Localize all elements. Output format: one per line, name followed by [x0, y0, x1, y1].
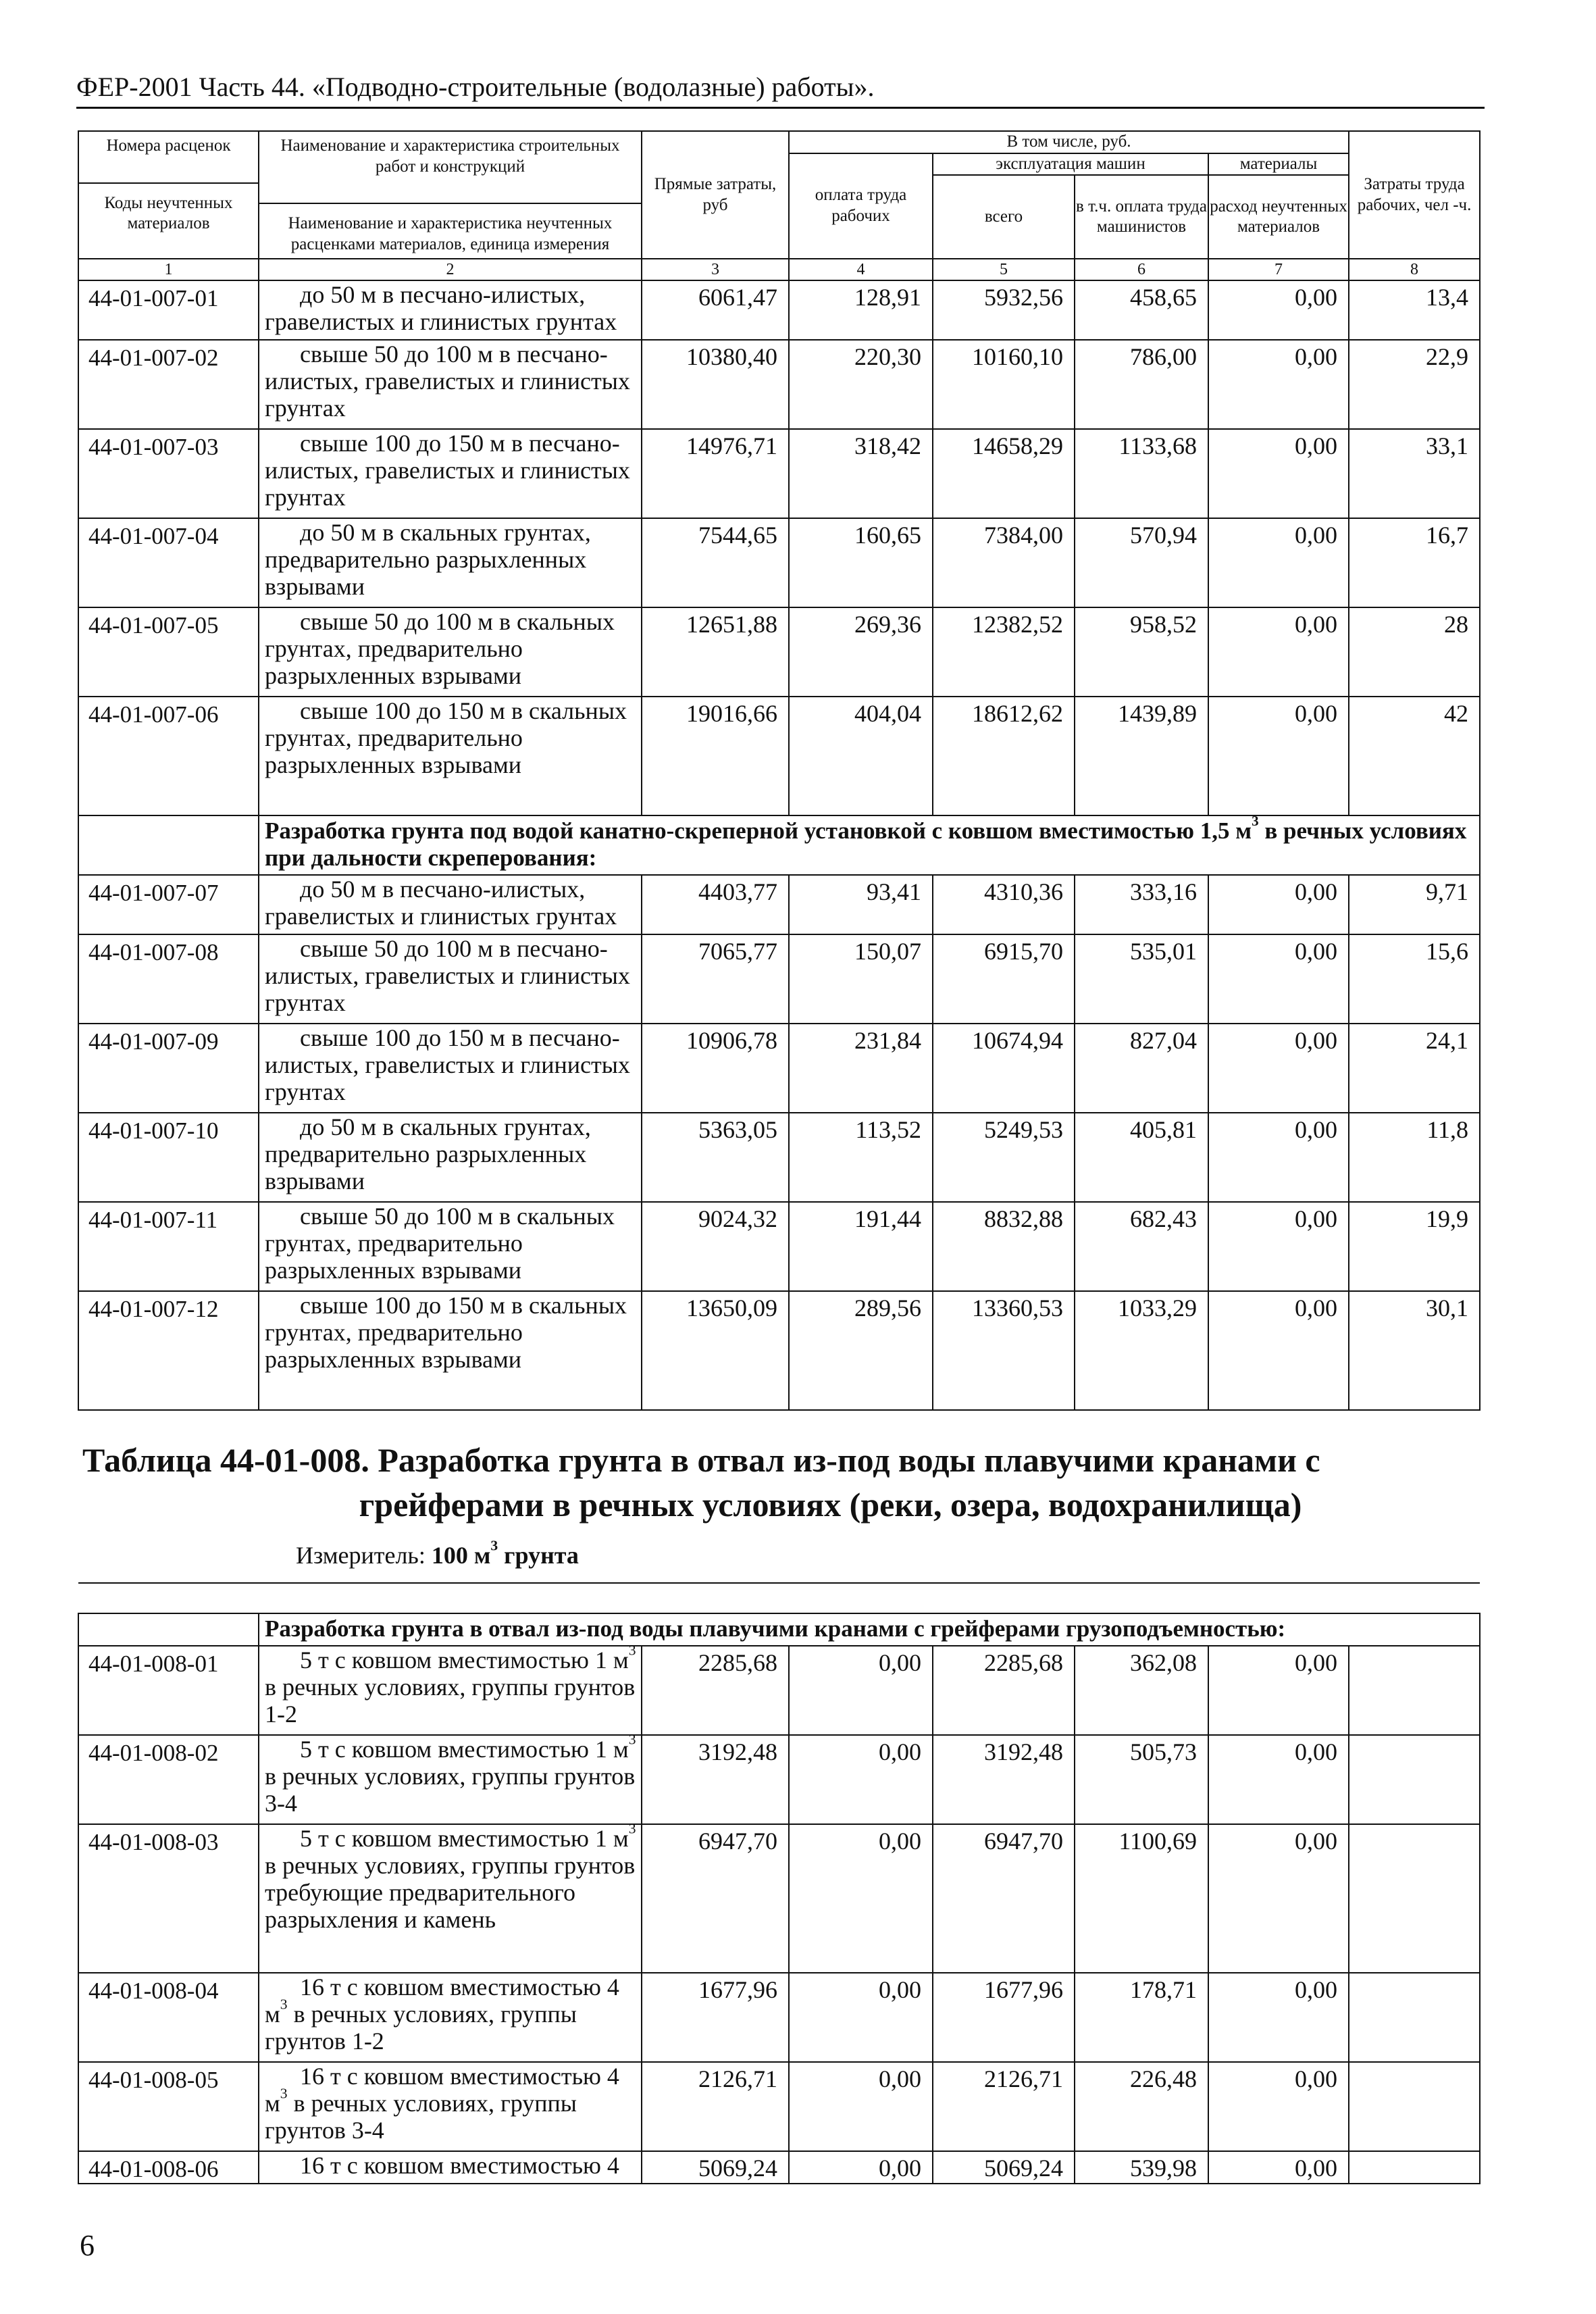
- row-material-cost: 0,00: [1208, 429, 1349, 518]
- row-labor-cost: 160,65: [789, 518, 933, 607]
- row-labor-cost: 220,30: [789, 340, 933, 429]
- row-labor-hours: 19,9: [1349, 1202, 1480, 1291]
- col-number: 8: [1349, 259, 1480, 280]
- row-code: 44-01-007-07: [78, 875, 259, 934]
- row-machine-labor-cost: 1439,89: [1075, 697, 1208, 815]
- row-labor-cost: 191,44: [789, 1202, 933, 1291]
- row-machine-labor-cost: 333,16: [1075, 875, 1208, 934]
- row-labor-cost: 93,41: [789, 875, 933, 934]
- col-labor-header: оплата труда рабочих: [789, 153, 933, 259]
- table-row: [78, 1024, 1480, 1113]
- row-machine-cost: 8832,88: [933, 1202, 1075, 1291]
- row-material-cost: 0,00: [1208, 1291, 1349, 1410]
- table-row: [78, 1824, 1480, 1973]
- row-material-cost: 0,00: [1208, 1202, 1349, 1291]
- col-number: 1: [78, 259, 259, 280]
- row-labor-cost: 113,52: [789, 1113, 933, 1202]
- row-direct-cost: 7065,77: [642, 934, 789, 1024]
- row-direct-cost: 9024,32: [642, 1202, 789, 1291]
- row-direct-cost: 1677,96: [642, 1973, 789, 2062]
- row-code: 44-01-007-10: [78, 1113, 259, 1202]
- row-description: свыше 50 до 100 м в песчано-илистых, гравелистых и глинистых грунтах: [259, 340, 642, 429]
- row-code: 44-01-007-11: [78, 1202, 259, 1291]
- col-materials-sub-header: расход неучтенных материалов: [1208, 175, 1349, 259]
- row-labor-hours: [1349, 1973, 1480, 2062]
- row-code: 44-01-008-03: [78, 1824, 259, 1973]
- table-row: [78, 429, 1480, 518]
- row-labor-hours: [1349, 1824, 1480, 1973]
- table-row: [78, 280, 1480, 340]
- row-direct-cost: 19016,66: [642, 697, 789, 815]
- table-title-block: [78, 1410, 1480, 1583]
- row-material-cost: 0,00: [1208, 2062, 1349, 2151]
- col-code-header: Номера расценок Коды неучтенных материалов: [78, 131, 259, 259]
- table-row: [78, 1202, 1480, 1291]
- page-header: ФЕР-2001 Часть 44. «Подводно-строительные (водолазные) работы».: [76, 72, 875, 102]
- table-row: [78, 1646, 1480, 1735]
- header-rule: [76, 107, 1485, 109]
- table-row: [78, 518, 1480, 607]
- col-number: 7: [1208, 259, 1349, 280]
- row-direct-cost: 5363,05: [642, 1113, 789, 1202]
- row-direct-cost: 6061,47: [642, 280, 789, 340]
- row-material-cost: 0,00: [1208, 1024, 1349, 1113]
- row-material-cost: 0,00: [1208, 518, 1349, 607]
- row-machine-cost: 2285,68: [933, 1646, 1075, 1735]
- row-labor-hours: 42: [1349, 697, 1480, 815]
- row-labor-cost: 231,84: [789, 1024, 933, 1113]
- table-row: [78, 875, 1480, 934]
- row-labor-hours: 22,9: [1349, 340, 1480, 429]
- row-description: свыше 100 до 150 м в скальных грунтах, предварительно разрыхленных взрывами: [259, 1291, 642, 1410]
- row-material-cost: 0,00: [1208, 875, 1349, 934]
- row-machine-labor-cost: 958,52: [1075, 607, 1208, 697]
- row-machine-labor-cost: 178,71: [1075, 1973, 1208, 2062]
- table-row: [78, 1291, 1480, 1410]
- row-machine-cost: 5932,56: [933, 280, 1075, 340]
- row-description: свыше 100 до 150 м в песчано-илистых, гравелистых и глинистых грунтах: [259, 429, 642, 518]
- col-machines-total-header: всего: [933, 175, 1075, 259]
- row-code: 44-01-007-12: [78, 1291, 259, 1410]
- row-direct-cost: 3192,48: [642, 1735, 789, 1824]
- section-spacer: [78, 1613, 259, 1646]
- row-description: 5 т с ковшом вместимостью 1 $м^3$ в речных условиях, группы грунтов 1-2: [259, 1646, 642, 1735]
- col-machines-labor-header: в т.ч. оплата труда машинистов: [1075, 175, 1208, 259]
- row-machine-cost: 5069,24: [933, 2151, 1075, 2184]
- row-labor-cost: 128,91: [789, 280, 933, 340]
- row-machine-cost: 14658,29: [933, 429, 1075, 518]
- row-direct-cost: 13650,09: [642, 1291, 789, 1410]
- table-row: [78, 1113, 1480, 1202]
- row-labor-hours: [1349, 1646, 1480, 1735]
- row-code: 44-01-007-03: [78, 429, 259, 518]
- row-description: свыше 50 до 100 м в песчано-илистых, гравелистых и глинистых грунтах: [259, 934, 642, 1024]
- row-machine-cost: 18612,62: [933, 697, 1075, 815]
- row-machine-labor-cost: 570,94: [1075, 518, 1208, 607]
- row-code: 44-01-007-05: [78, 607, 259, 697]
- row-code: 44-01-008-05: [78, 2062, 259, 2151]
- row-direct-cost: 14976,71: [642, 429, 789, 518]
- row-machine-labor-cost: 226,48: [1075, 2062, 1208, 2151]
- row-labor-cost: 0,00: [789, 1646, 933, 1735]
- row-direct-cost: 12651,88: [642, 607, 789, 697]
- row-machine-cost: 10160,10: [933, 340, 1075, 429]
- row-code: 44-01-007-08: [78, 934, 259, 1024]
- row-material-cost: 0,00: [1208, 1973, 1349, 2062]
- row-labor-hours: 11,8: [1349, 1113, 1480, 1202]
- row-labor-hours: 9,71: [1349, 875, 1480, 934]
- row-labor-cost: 289,56: [789, 1291, 933, 1410]
- price-table-008: [78, 1613, 1481, 2184]
- row-machine-cost: 4310,36: [933, 875, 1075, 934]
- row-labor-hours: [1349, 1735, 1480, 1824]
- row-code: 44-01-007-09: [78, 1024, 259, 1113]
- row-description: свыше 100 до 150 м в песчано-илистых, гравелистых и глинистых грунтах: [259, 1024, 642, 1113]
- section-row: [78, 815, 1480, 875]
- col-workers-header: Затраты труда рабочих, чел -ч.: [1349, 131, 1480, 259]
- row-machine-labor-cost: 458,65: [1075, 280, 1208, 340]
- row-description: до 50 м в песчано-илистых, гравелистых и глинистых грунтах: [259, 875, 642, 934]
- row-material-cost: 0,00: [1208, 340, 1349, 429]
- row-code: 44-01-007-02: [78, 340, 259, 429]
- col-name-header: Наименование и характеристика строительных работ и конструкций Наименование и характеристика неучтенных расценками материалов, единица измерения: [259, 131, 642, 259]
- row-material-cost: 0,00: [1208, 697, 1349, 815]
- row-description: свыше 50 до 100 м в скальных грунтах, предварительно разрыхленных взрывами: [259, 1202, 642, 1291]
- row-direct-cost: 2126,71: [642, 2062, 789, 2151]
- table-title: Таблица 44-01-008. Разработка грунта в отвал из-под воды плавучими кранами с грейферами в речных условиях (реки, озера, водохранилища): [82, 1441, 1320, 1524]
- table-row: [78, 697, 1480, 815]
- title-row: [78, 1410, 1480, 1583]
- table-row: [78, 340, 1480, 429]
- row-direct-cost: 7544,65: [642, 518, 789, 607]
- row-direct-cost: 10380,40: [642, 340, 789, 429]
- col-number: 3: [642, 259, 789, 280]
- table-row: [78, 607, 1480, 697]
- row-direct-cost: 2285,68: [642, 1646, 789, 1735]
- section-spacer: [78, 815, 259, 875]
- row-material-cost: 0,00: [1208, 1735, 1349, 1824]
- row-description: свыше 50 до 100 м в скальных грунтах, предварительно разрыхленных взрывами: [259, 607, 642, 697]
- row-machine-labor-cost: 1100,69: [1075, 1824, 1208, 1973]
- row-code: 44-01-007-04: [78, 518, 259, 607]
- row-code: 44-01-008-01: [78, 1646, 259, 1735]
- row-machine-cost: 7384,00: [933, 518, 1075, 607]
- col-number: 6: [1075, 259, 1208, 280]
- row-machine-labor-cost: 682,43: [1075, 1202, 1208, 1291]
- row-labor-hours: 15,6: [1349, 934, 1480, 1024]
- col-number: 5: [933, 259, 1075, 280]
- row-machine-cost: 12382,52: [933, 607, 1075, 697]
- table-row: [78, 934, 1480, 1024]
- row-labor-hours: [1349, 2062, 1480, 2151]
- col-number: 4: [789, 259, 933, 280]
- row-material-cost: 0,00: [1208, 1113, 1349, 1202]
- row-description: до 50 м в скальных грунтах, предварительно разрыхленных взрывами: [259, 1113, 642, 1202]
- row-labor-cost: 0,00: [789, 2062, 933, 2151]
- table-unit: Измеритель: 100 $м^3$ грунта: [296, 1537, 579, 1569]
- row-code: 44-01-008-06: [78, 2151, 259, 2184]
- col-materials-header: материалы: [1208, 153, 1349, 176]
- row-machine-cost: 13360,53: [933, 1291, 1075, 1410]
- page-number: 6: [80, 2229, 95, 2262]
- section-row: [78, 1613, 1480, 1646]
- row-code: 44-01-007-06: [78, 697, 259, 815]
- row-material-cost: 0,00: [1208, 934, 1349, 1024]
- row-labor-hours: 16,7: [1349, 518, 1480, 607]
- row-labor-hours: 33,1: [1349, 429, 1480, 518]
- row-code: 44-01-007-01: [78, 280, 259, 340]
- row-labor-cost: 0,00: [789, 2151, 933, 2184]
- row-machine-cost: 3192,48: [933, 1735, 1075, 1824]
- row-machine-cost: 2126,71: [933, 2062, 1075, 2151]
- row-machine-labor-cost: 827,04: [1075, 1024, 1208, 1113]
- row-machine-cost: 6947,70: [933, 1824, 1075, 1973]
- row-material-cost: 0,00: [1208, 1824, 1349, 1973]
- row-material-cost: 0,00: [1208, 1646, 1349, 1735]
- price-table: [78, 130, 1481, 1584]
- row-direct-cost: 4403,77: [642, 875, 789, 934]
- row-direct-cost: 5069,24: [642, 2151, 789, 2184]
- row-description: свыше 100 до 150 м в скальных грунтах, предварительно разрыхленных взрывами: [259, 697, 642, 815]
- row-labor-hours: 30,1: [1349, 1291, 1480, 1410]
- row-description: до 50 м в скальных грунтах, предварительно разрыхленных взрывами: [259, 518, 642, 607]
- table-row: [78, 1735, 1480, 1824]
- table-row: [78, 1973, 1480, 2062]
- row-machine-labor-cost: 362,08: [1075, 1646, 1208, 1735]
- row-machine-cost: 5249,53: [933, 1113, 1075, 1202]
- row-labor-cost: 269,36: [789, 607, 933, 697]
- section-heading: Разработка грунта под водой канатно-скреперной установкой с ковшом вместимостью 1,5 $м^3$ в речных условиях при дальности скреперования:: [259, 815, 1480, 875]
- table-row: [78, 2062, 1480, 2151]
- row-description: 16 т с ковшом вместимостью 4 $м^3$ в речных условиях, группы грунтов 3-4: [259, 2062, 642, 2151]
- row-material-cost: 0,00: [1208, 607, 1349, 697]
- row-labor-hours: 24,1: [1349, 1024, 1480, 1113]
- row-machine-labor-cost: 1133,68: [1075, 429, 1208, 518]
- table-row: [78, 2151, 1480, 2184]
- row-description: 16 т с ковшом вместимостью 4 $м^3$ в речных условиях, группы грунтов 1-2: [259, 1973, 642, 2062]
- row-machine-labor-cost: 1033,29: [1075, 1291, 1208, 1410]
- row-machine-labor-cost: 535,01: [1075, 934, 1208, 1024]
- col-incl-header: В том числе, руб.: [789, 131, 1349, 153]
- row-machine-cost: 10674,94: [933, 1024, 1075, 1113]
- row-material-cost: 0,00: [1208, 280, 1349, 340]
- row-machine-cost: 1677,96: [933, 1973, 1075, 2062]
- col-machines-header: эксплуатация машин: [933, 153, 1208, 176]
- row-machine-cost: 6915,70: [933, 934, 1075, 1024]
- section-heading: Разработка грунта в отвал из-под воды плавучими кранами с грейферами грузоподъемностью:: [259, 1613, 1480, 1646]
- row-description: 5 т с ковшом вместимостью 1 $м^3$ в речных условиях, группы грунтов требующие предварительного разрыхления и камень: [259, 1824, 642, 1973]
- row-machine-labor-cost: 539,98: [1075, 2151, 1208, 2184]
- row-code: 44-01-008-02: [78, 1735, 259, 1824]
- row-labor-cost: 150,07: [789, 934, 933, 1024]
- row-direct-cost: 10906,78: [642, 1024, 789, 1113]
- row-material-cost: 0,00: [1208, 2151, 1349, 2184]
- row-labor-hours: 28: [1349, 607, 1480, 697]
- row-direct-cost: 6947,70: [642, 1824, 789, 1973]
- row-machine-labor-cost: 786,00: [1075, 340, 1208, 429]
- row-description: 5 т с ковшом вместимостью 1 $м^3$ в речных условиях, группы грунтов 3-4: [259, 1735, 642, 1824]
- col-number: 2: [259, 259, 642, 280]
- row-machine-labor-cost: 405,81: [1075, 1113, 1208, 1202]
- row-description: 16 т с ковшом вместимостью 4: [259, 2151, 642, 2184]
- col-direct-header: Прямые затраты, руб: [642, 131, 789, 259]
- row-code: 44-01-008-04: [78, 1973, 259, 2062]
- row-machine-labor-cost: 505,73: [1075, 1735, 1208, 1824]
- row-labor-hours: 13,4: [1349, 280, 1480, 340]
- row-labor-cost: 318,42: [789, 429, 933, 518]
- row-labor-cost: 404,04: [789, 697, 933, 815]
- row-labor-cost: 0,00: [789, 1735, 933, 1824]
- row-labor-hours: [1349, 2151, 1480, 2184]
- row-description: до 50 м в песчано-илистых, гравелистых и глинистых грунтах: [259, 280, 642, 340]
- row-labor-cost: 0,00: [789, 1973, 933, 2062]
- row-labor-cost: 0,00: [789, 1824, 933, 1973]
